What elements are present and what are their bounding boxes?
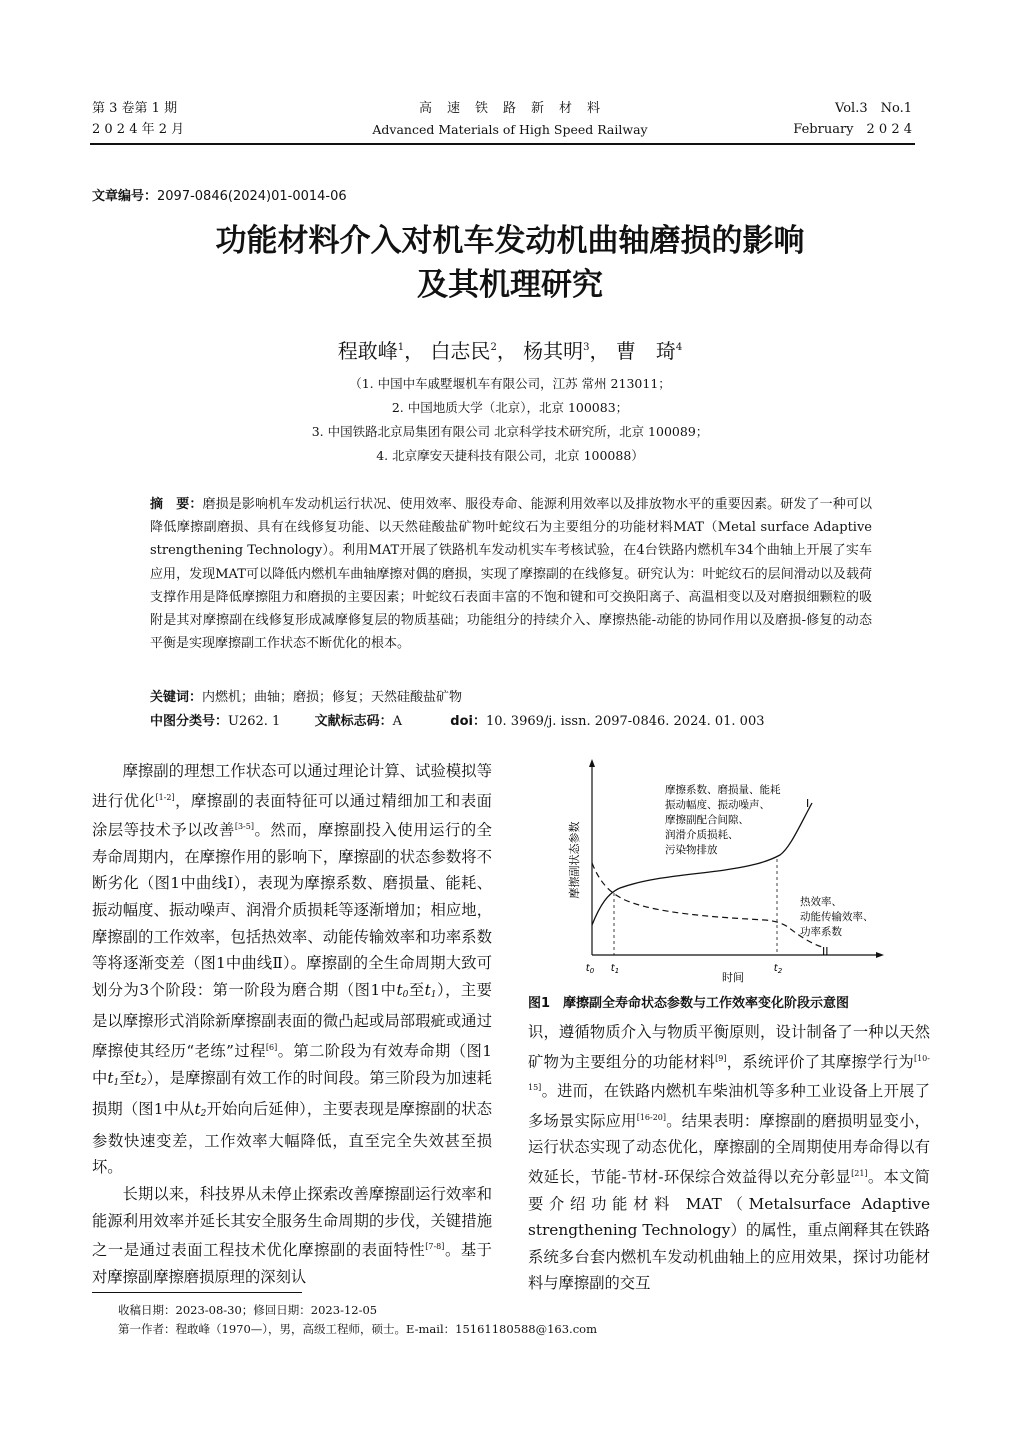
- author-affil-mark: 4: [675, 342, 683, 353]
- article-id-value: 2097-0846(2024)01-0014-06: [157, 189, 347, 204]
- series-i-label-line: 摩擦系数、磨损量、能耗: [665, 784, 781, 796]
- issue-date-cn: 2 0 2 4 年 2 月: [92, 122, 185, 137]
- body-text: 。进而，在铁路内燃机车柴油机等多种工业设备上开展了多场景实际应用: [528, 1082, 930, 1130]
- author-affil-mark: 2: [490, 342, 497, 353]
- tick-label-t1: $t_1$: [610, 963, 620, 975]
- citation[interactable]: [7-8]: [425, 1242, 445, 1252]
- volume-number: Vol.3 No.1: [835, 101, 912, 116]
- body-text: 识，遵循物质介入与物质平衡原则，设计制备了一种以天然矿物为主要组分的功能材料: [528, 1023, 930, 1071]
- body-text: 长期以来，科技界从未停止探索改善摩擦副运行效率和能源利用效率并延长其安全服务生命周期的步伐，关键措施之一是通过表面工程技术优化摩擦副的表面特性: [92, 1184, 492, 1260]
- clc-label: 中图分类号：: [150, 714, 229, 729]
- body-text: 。基于对摩擦副摩擦磨损原理的深刻认: [92, 1241, 492, 1286]
- math-var: t: [134, 1068, 141, 1087]
- body-paragraph: [92, 758, 492, 1181]
- affiliation-line: 2. 中国地质大学（北京），北京 100083；: [391, 400, 629, 415]
- affiliation-line: 4. 北京摩安天捷科技有限公司，北京 100088）: [376, 448, 644, 463]
- body-text: 摩擦副的理想工作状态可以通过理论计算、试验模拟等进行优化: [92, 762, 492, 810]
- math-var: t: [424, 980, 431, 999]
- citation[interactable]: [3-5]: [234, 822, 254, 832]
- doi-value: 10. 3969/j. issn. 2097-0846. 2024. 01. 003: [486, 714, 765, 729]
- math-sub: 2: [200, 1109, 207, 1120]
- body-paragraph: [528, 1019, 930, 1297]
- abstract: [150, 493, 872, 655]
- citation[interactable]: [1-2]: [155, 792, 175, 802]
- doi-label: doi：: [450, 714, 486, 729]
- body-text: ，摩擦副的表面特征可以通过精细加工和表面涂层等技术予以改善: [92, 791, 492, 840]
- author-name: 曹 琦: [615, 339, 676, 363]
- y-axis-label: 摩擦副状态参数: [568, 821, 581, 899]
- math-sub: 2: [140, 1077, 147, 1088]
- keywords-label: 关键词：: [150, 690, 203, 705]
- series-ii-label-line: 功率系数: [800, 926, 842, 938]
- citation[interactable]: [21]: [851, 1168, 868, 1178]
- citation[interactable]: [10-15]: [528, 1053, 930, 1093]
- keywords: [150, 686, 462, 705]
- body-right-column: [528, 1019, 930, 1297]
- citation[interactable]: [16-20]: [636, 1112, 667, 1122]
- math-sub: 0: [402, 989, 409, 1000]
- x-axis-arrow: [876, 952, 884, 958]
- article-id: [92, 185, 347, 204]
- tick-label-t0: $t_0$: [585, 963, 595, 975]
- affiliation-line: 3. 中国铁路北京局集团有限公司 北京科学技术研究所，北京 100089；: [311, 424, 709, 439]
- issue-number: 第 3 卷第 1 期: [92, 101, 178, 116]
- author-affil-mark: 1: [397, 342, 405, 353]
- body-text: 。本文简要介绍功能材料 MAT（Metalsurface Adaptive strengthening Technology）的属性，重点阐释其在铁路系统多台套内燃机车发动机曲轴上的应用效果，探讨功能材料与摩擦副的交互: [528, 1167, 930, 1293]
- clc-value: U262. 1: [228, 714, 281, 729]
- math-var: t: [396, 980, 403, 999]
- body-text: 开始向后延伸），主要表现是摩擦副的状态参数快速变差，工作效率大幅降低，直至完全失效甚至损坏。: [92, 1100, 492, 1177]
- journal-name-cn: 高 速 铁 路 新 材 料: [418, 101, 601, 116]
- header-rule: [90, 143, 915, 145]
- figure-1-chart: [560, 755, 900, 985]
- body-text: 。第二阶段为有效寿命期（图1中: [92, 1041, 492, 1087]
- author-name: 程敢峰: [337, 339, 398, 363]
- body-text: 。然而，摩擦副投入使用运行的全寿命周期内，在摩擦作用的影响下，摩擦副的状态参数将不断劣化（图1中曲线Ⅰ），表现为摩擦系数、磨损量、能耗、振动幅度、振动噪声、润滑介质损耗等逐渐增加；相应地，摩擦副的工作效率，包括热效率、动能传输效率和功率系数等将逐渐变差（图1中曲线Ⅱ）。摩擦副的全生命周期大致可划分为3个阶段：第一阶段为磨合期（图1中: [92, 821, 492, 999]
- body-text: ），是摩擦副有效工作的时间段。第三阶段为加速耗损期（图1中从: [92, 1068, 492, 1119]
- series-i-label-line: 润滑介质损耗、: [665, 829, 739, 841]
- article-id-label: 文章编号：: [92, 189, 158, 204]
- keywords-text: 内燃机；曲轴；磨损；修复；天然硅酸盐矿物: [202, 690, 463, 705]
- x-axis-label: 时间: [722, 971, 744, 984]
- series-ii-name: II: [822, 945, 829, 958]
- received-date: 收稿日期：2023-08-30；修回日期：2023-12-05: [118, 1303, 378, 1317]
- y-axis-arrow: [589, 759, 595, 767]
- journal-name-en: Advanced Materials of High Speed Railway: [372, 122, 648, 137]
- series-i-label-line: 振动幅度、振动噪声、: [665, 799, 770, 811]
- abstract-label: 摘 要：: [150, 497, 203, 512]
- series-i-name: I: [806, 797, 810, 810]
- series-i-label-line: 摩擦副配合间隙、: [665, 814, 749, 826]
- math-var: t: [194, 1100, 201, 1119]
- doc-code-value: A: [392, 714, 403, 729]
- author-name: 杨其明: [523, 339, 584, 363]
- issue-date-en: February 2 0 2 4: [793, 122, 912, 137]
- author-name: 白志民: [430, 339, 491, 363]
- figure-1-caption: 图1 摩擦副全寿命状态参数与工作效率变化阶段示意图: [528, 996, 850, 1011]
- classification-line: [150, 710, 765, 729]
- series-ii-label-line: 动能传输效率、: [800, 911, 874, 923]
- title-line-2: 及其机理研究: [417, 267, 603, 303]
- affiliation-line: （1. 中国中车戚墅堰机车有限公司，江苏 常州 213011；: [349, 376, 671, 391]
- body-text: 至: [119, 1068, 135, 1087]
- curve-ii: [592, 863, 822, 947]
- body-left-column: [92, 758, 492, 1290]
- body-text: 。结果表明：摩擦副的磨损明显变小，运行状态实现了动态优化，摩擦副的全周期使用寿命得以有效延长，节能-节材-环保综合效益得以充分彰显: [528, 1111, 930, 1186]
- footnote-rule: [92, 1292, 302, 1293]
- body-text: ），主要是以摩擦形式消除新摩擦副表面的微凸起或局部瑕疵或通过摩擦使其经历“老练”过程: [92, 980, 492, 1060]
- first-author-note: 第一作者：程敢峰（1970—），男，高级工程师，硕士。E-mail：15161180588@163.com: [118, 1322, 597, 1336]
- title-line-1: 功能材料介入对机车发动机曲轴磨损的影响: [215, 223, 805, 259]
- math-sub: 1: [430, 989, 437, 1000]
- doc-code-label: 文献标志码：: [314, 714, 393, 729]
- citation[interactable]: [6]: [265, 1042, 278, 1052]
- tick-label-t2: $t_2$: [773, 963, 783, 975]
- citation[interactable]: [9]: [715, 1053, 727, 1063]
- author-affil-mark: 3: [583, 342, 590, 353]
- body-text: 至: [408, 980, 425, 999]
- body-text: ，系统评价了其摩擦学行为: [726, 1052, 914, 1071]
- abstract-text: 磨损是影响机车发动机运行状况、使用效率、服役寿命、能源利用效率以及排放物水平的重要因素。研发了一种可以降低摩擦副磨损、具有在线修复功能、以天然硅酸盐矿物叶蛇纹石为主要组分的功能材料MAT（Metal surface Adaptive strengthening Technology）。利用MAT开展了铁路机车发动机实车考核试验，在4台铁路内燃机车34个曲轴上开展了实车应用，发现MAT可以降低内燃机车曲轴摩擦对偶的磨损，实现了摩擦副的在线修复。研究认为：叶蛇纹石的层间滑动以及载荷支撑作用是降低摩擦阻力和磨损的主要因素；叶蛇纹石表面丰富的不饱和键和可交换阳离子、高温相变以及对磨损细颗粒的吸附是其对摩擦副在线修复形成减摩修复层的物质基础；功能组分的持续介入、摩擦热能-动能的协同作用以及磨损-修复的动态平衡是实现摩擦副工作状态不断优化的根本。: [150, 497, 872, 652]
- series-i-label-line: 污染物排放: [665, 844, 718, 856]
- body-paragraph: [92, 1181, 492, 1290]
- series-ii-label-line: 热效率、: [800, 896, 842, 908]
- math-var: t: [107, 1068, 114, 1087]
- author-list: 程敢峰$^1$， 白志民$^2$， 杨其明$^3$， 曹 琦$^4$: [337, 339, 683, 363]
- math-sub: 1: [113, 1077, 120, 1088]
